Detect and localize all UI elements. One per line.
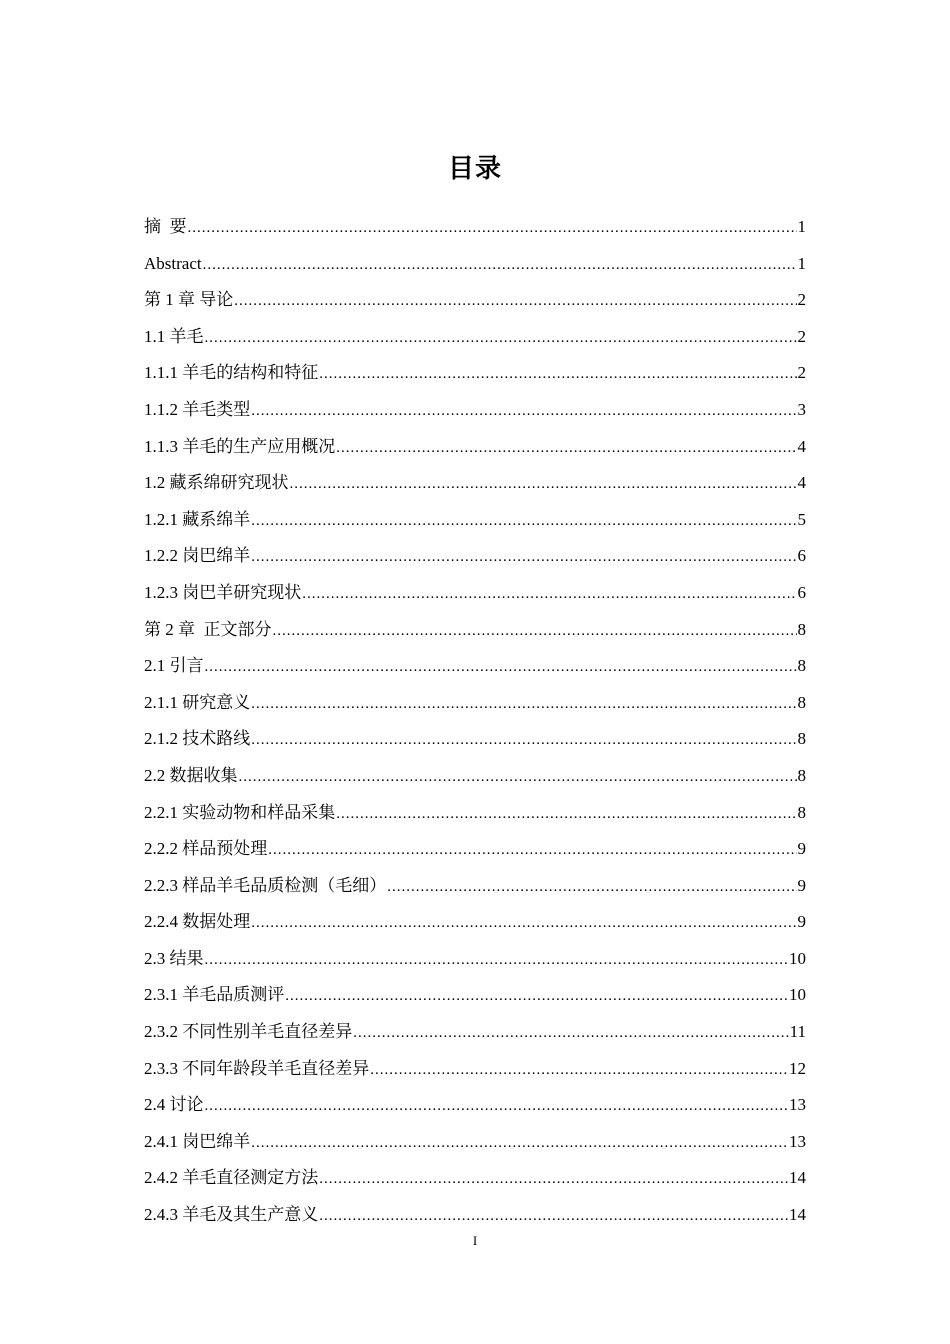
toc-page-number: 1: [797, 217, 806, 236]
toc-entry-label: 1.2.2 岗巴绵羊: [144, 546, 251, 566]
toc-entry-label: 2.2.1 实验动物和样品采集: [144, 802, 336, 822]
toc-entry-label: 2.2.4 数据处理: [144, 912, 251, 932]
dot-leader: [251, 689, 796, 719]
dot-leader: [239, 762, 797, 792]
toc-entry[interactable]: [144, 871, 806, 908]
toc-entry[interactable]: [144, 468, 806, 505]
toc-entry-label: 1.1.1 羊毛的结构和特征: [144, 363, 319, 383]
dot-leader: [290, 469, 797, 499]
toc-entry[interactable]: [144, 980, 806, 1017]
toc-entry-label: 2.4 讨论: [144, 1095, 204, 1115]
toc-entry-label: 2.3.1 羊毛品质测评: [144, 985, 285, 1005]
toc-entry[interactable]: [144, 1127, 806, 1164]
toc-entry[interactable]: [144, 249, 806, 286]
toc-entry-label: 2.1.1 研究意义: [144, 692, 251, 712]
toc-page-number: 8: [797, 692, 806, 712]
toc-page-number: 2: [797, 290, 806, 310]
toc-entry[interactable]: [144, 1054, 806, 1091]
dot-leader: [387, 872, 796, 902]
toc-page-number: 4: [797, 436, 806, 456]
toc-entry-label: 2.1 引言: [144, 656, 204, 676]
toc-entry-label: 2.3.3 不同年龄段羊毛直径差异: [144, 1058, 370, 1078]
table-of-contents: [144, 212, 806, 1237]
toc-page-number: 14: [789, 1205, 806, 1225]
toc-entry[interactable]: [144, 688, 806, 725]
dot-leader: [353, 1018, 788, 1048]
dot-leader: [370, 1055, 788, 1085]
dot-leader: [319, 1201, 788, 1231]
toc-entry-label: 1.1.2 羊毛类型: [144, 399, 251, 419]
toc-page-number: 2: [797, 363, 806, 383]
toc-page-number: 9: [797, 839, 806, 859]
toc-entry[interactable]: [144, 724, 806, 761]
toc-entry-label: 1.2 藏系绵研究现状: [144, 473, 289, 493]
dot-leader: [268, 835, 796, 865]
toc-entry[interactable]: [144, 651, 806, 688]
toc-entry[interactable]: [144, 212, 806, 249]
toc-entry-label: 第 2 章 正文部分: [144, 619, 272, 639]
toc-entry-label: 第 1 章 导论: [144, 290, 234, 310]
toc-page-number: 8: [797, 656, 806, 676]
dot-leader: [205, 945, 789, 975]
toc-entry[interactable]: [144, 834, 806, 871]
toc-entry-label: 2.4.1 岗巴绵羊: [144, 1131, 251, 1151]
toc-entry-label: 2.2 数据收集: [144, 765, 238, 785]
dot-leader: [251, 908, 796, 938]
toc-page-number: 11: [789, 1022, 806, 1042]
dot-leader: [188, 213, 797, 243]
toc-page-number: 10: [789, 985, 806, 1005]
dot-leader: [336, 799, 796, 829]
toc-page-number: 12: [789, 1058, 806, 1078]
toc-entry-label: 1.2.1 藏系绵羊: [144, 509, 251, 529]
toc-page-number: 8: [797, 802, 806, 822]
dot-leader: [205, 323, 797, 353]
dot-leader: [319, 359, 796, 389]
toc-page-number: 1: [797, 253, 806, 273]
toc-page-number: 5: [797, 509, 806, 529]
toc-entry[interactable]: [144, 1163, 806, 1200]
toc-entry-label: 2.3.2 不同性别羊毛直径差异: [144, 1022, 353, 1042]
toc-page-number: 6: [797, 582, 806, 602]
toc-entry-label: 1.1 羊毛: [144, 326, 204, 346]
dot-leader: [251, 506, 796, 536]
toc-entry[interactable]: [144, 578, 806, 615]
toc-entry[interactable]: [144, 541, 806, 578]
toc-entry-label: 2.3 结果: [144, 948, 204, 968]
toc-page-number: 3: [797, 399, 806, 419]
toc-entry[interactable]: [144, 1200, 806, 1237]
toc-entry[interactable]: [144, 285, 806, 322]
toc-page-number: 8: [797, 619, 806, 639]
toc-entry[interactable]: [144, 615, 806, 652]
dot-leader: [205, 1091, 789, 1121]
toc-entry[interactable]: [144, 432, 806, 469]
toc-entry-label: 2.4.3 羊毛及其生产意义: [144, 1205, 319, 1225]
dot-leader: [203, 250, 797, 280]
toc-entry[interactable]: [144, 1090, 806, 1127]
toc-entry-label: 2.1.2 技术路线: [144, 729, 251, 749]
dot-leader: [251, 725, 796, 755]
toc-page-number: 10: [789, 948, 806, 968]
dot-leader: [336, 433, 796, 463]
toc-page-number: 6: [797, 546, 806, 566]
toc-entry-label: 摘 要: [144, 217, 187, 236]
toc-entry-label: 2.2.2 样品预处理: [144, 839, 268, 859]
toc-page-number: 8: [797, 729, 806, 749]
toc-entry-label: Abstract: [144, 253, 202, 273]
toc-entry[interactable]: [144, 761, 806, 798]
dot-leader: [302, 579, 796, 609]
toc-page-number: 14: [789, 1168, 806, 1188]
dot-leader: [285, 981, 788, 1011]
toc-page-number: 13: [789, 1095, 806, 1115]
dot-leader: [273, 616, 797, 646]
toc-entry[interactable]: [144, 907, 806, 944]
footer-page-number: I: [472, 1233, 478, 1248]
toc-page-number: 9: [797, 912, 806, 932]
page-title: 目录: [447, 154, 502, 184]
toc-page-number: 4: [797, 473, 806, 493]
toc-entry-label: 1.1.3 羊毛的生产应用概况: [144, 436, 336, 456]
dot-leader: [319, 1164, 788, 1194]
toc-entry[interactable]: [144, 1017, 806, 1054]
toc-entry-label: 2.4.2 羊毛直径测定方法: [144, 1168, 319, 1188]
dot-leader: [251, 1128, 788, 1158]
toc-entry[interactable]: [144, 798, 806, 835]
toc-entry[interactable]: [144, 944, 806, 981]
dot-leader: [234, 286, 796, 316]
dot-leader: [251, 542, 796, 572]
toc-entry[interactable]: [144, 358, 806, 395]
toc-entry-label: 1.2.3 岗巴羊研究现状: [144, 582, 302, 602]
toc-entry-label: 2.2.3 样品羊毛品质检测（毛细）: [144, 875, 387, 895]
toc-entry[interactable]: [144, 395, 806, 432]
toc-entry[interactable]: [144, 505, 806, 542]
toc-page-number: 8: [797, 765, 806, 785]
dot-leader: [251, 396, 796, 426]
toc-entry[interactable]: [144, 322, 806, 359]
toc-page-number: 2: [797, 326, 806, 346]
toc-page-number: 13: [789, 1131, 806, 1151]
dot-leader: [205, 652, 797, 682]
toc-page-number: 9: [797, 875, 806, 895]
